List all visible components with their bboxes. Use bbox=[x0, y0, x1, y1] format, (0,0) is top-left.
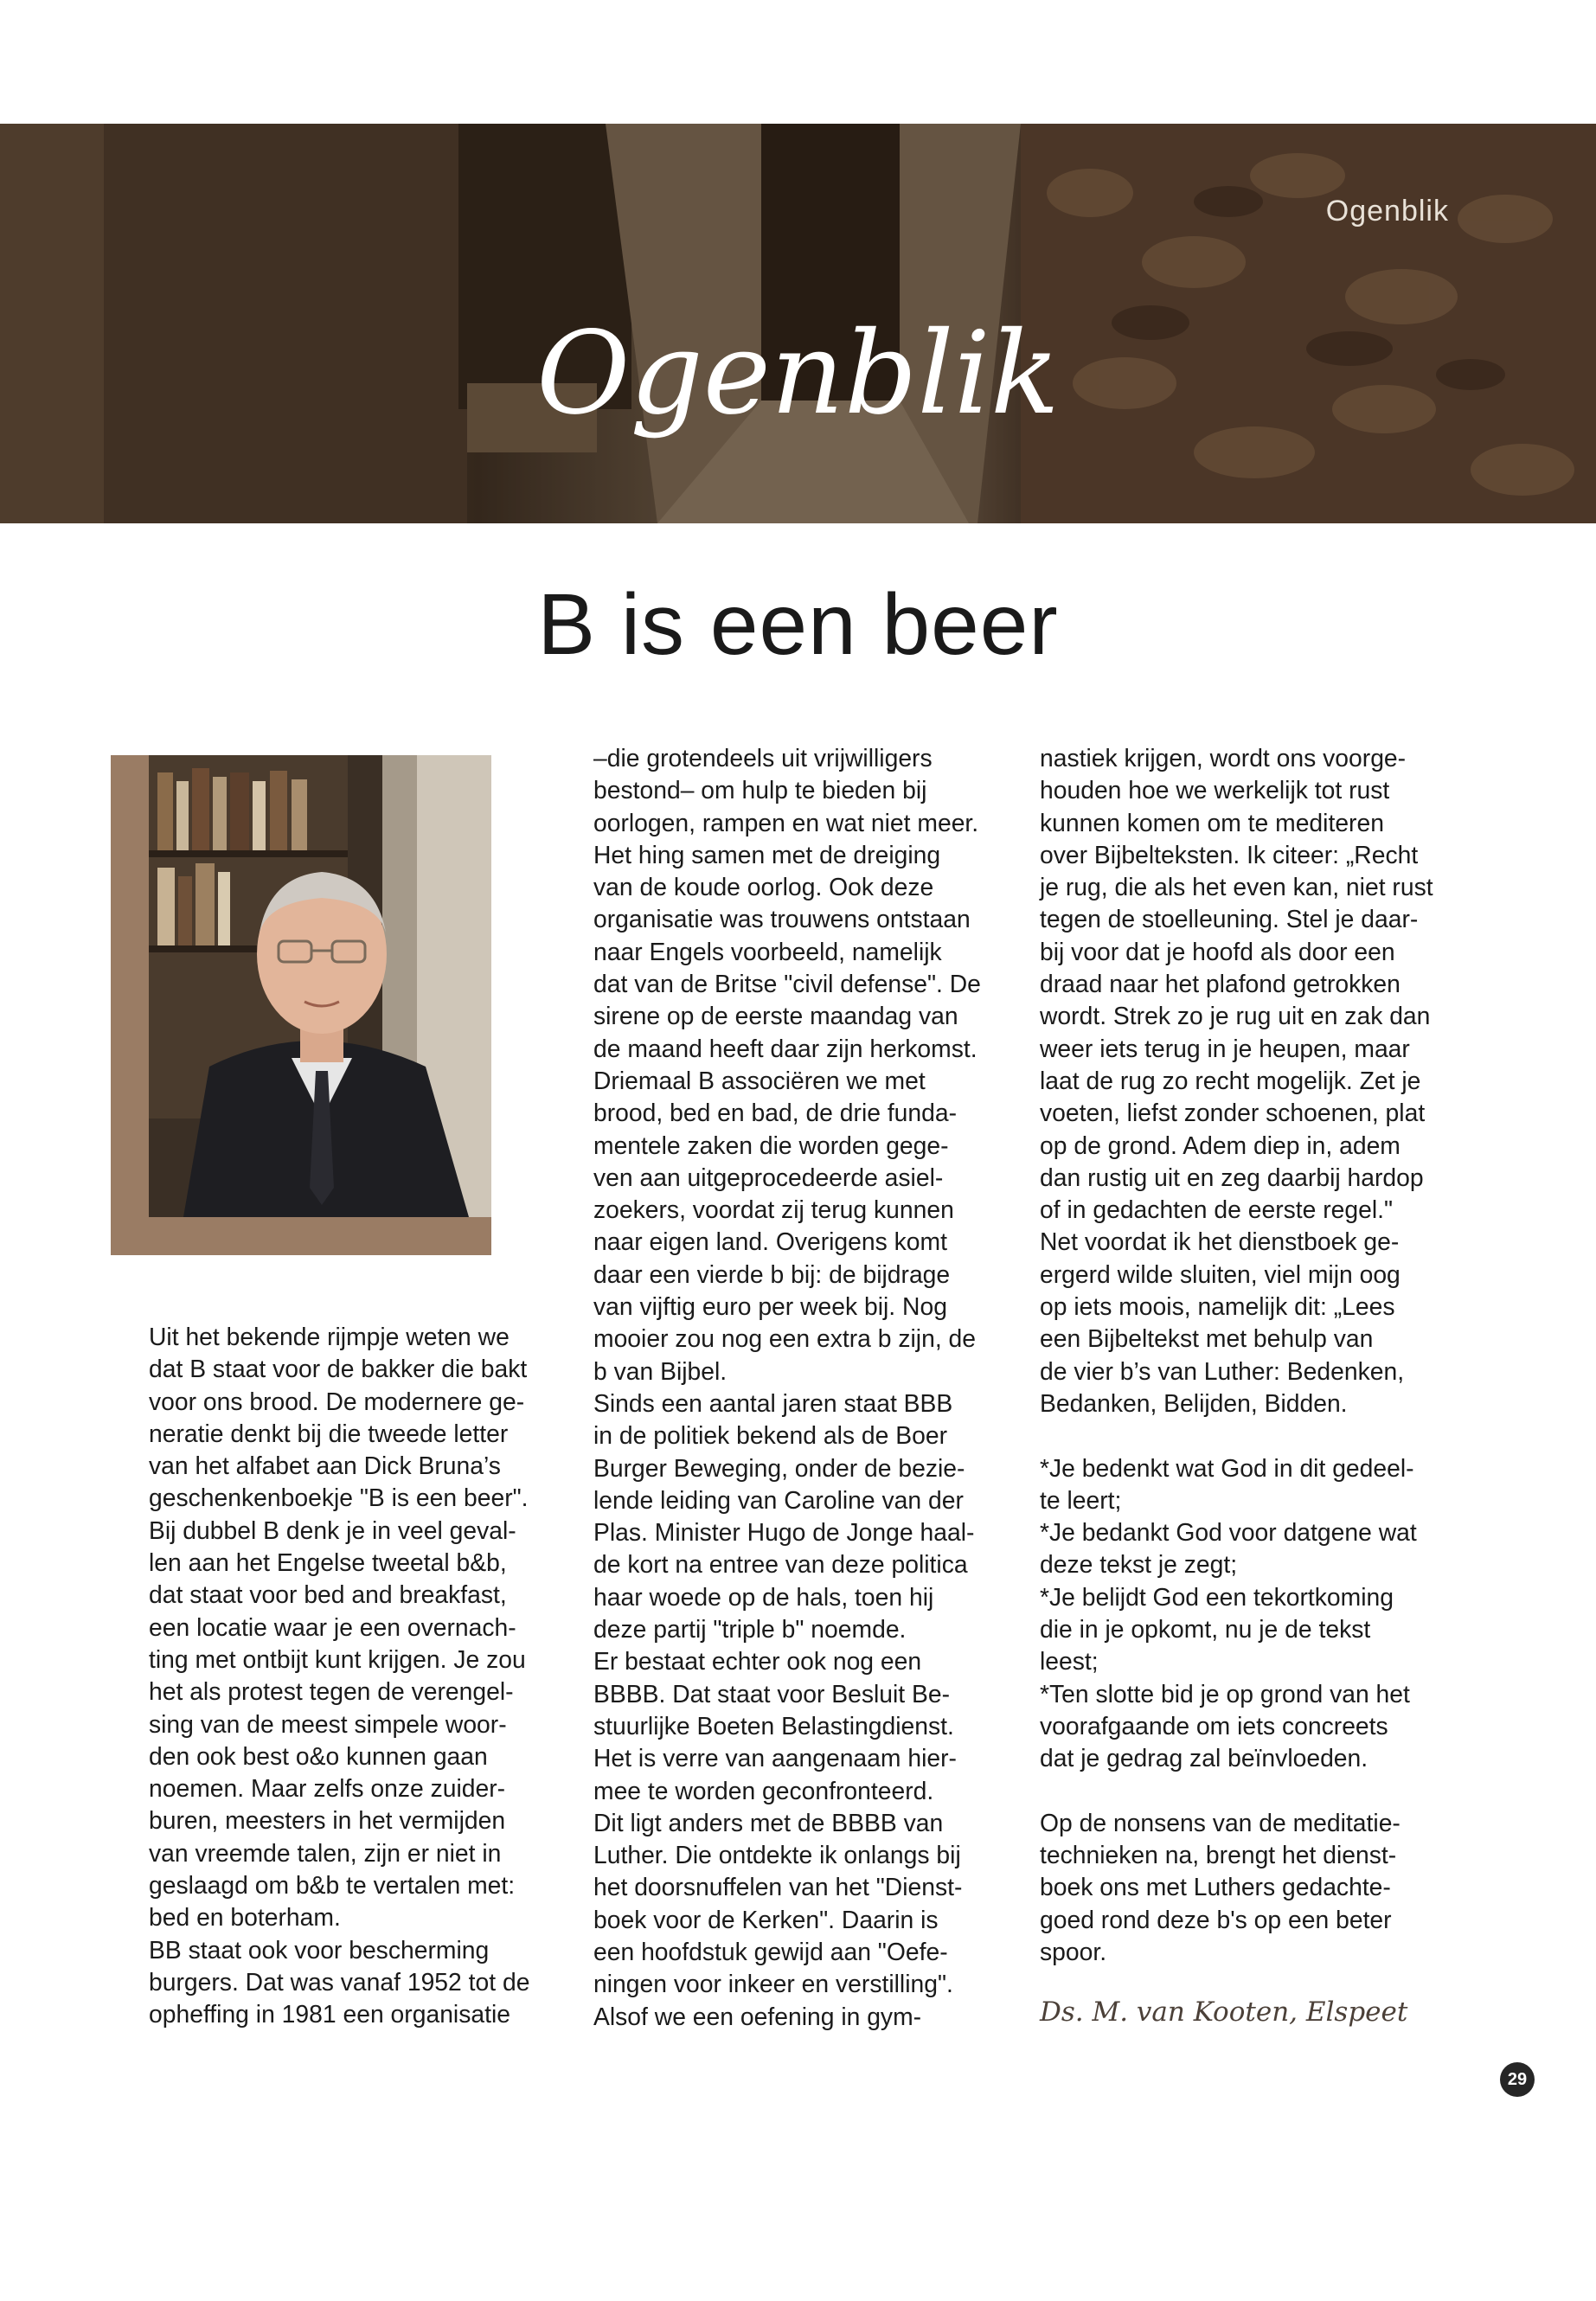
article-column-3: nastiek krijgen, wordt ons voorge- houden hoe we werkelijk tot rust kunnen komen om te mediteren over Bijbelteksten. Ik citeer: „Recht je rug, die als het even kan, niet rust tegen de stoelleuning. Stel je daar- bij voor dat je hoofd als door een draad naar het plafond getrokken wordt. Strek zo je rug uit en zak dan weer iets terug in je heupen, maar laat de rug zo recht mogelijk. Zet je voeten, liefst zonder schoenen, plat op de grond. Adem diep in, adem dan rustig uit en zeg daarbij hardop of in gedachten de eerste regel." Net voordat ik het dienstboek ge- ergerd wilde sluiten, viel mijn oog op iets moois, namelijk dit: „Lees een Bijbeltekst met behulp van de vier b’s van Luther: Bedenken, Bedanken, Belijden, Bidden. *Je bedenkt wat God in dit gedeel- te leert; *Je bedankt God voor datgene wat deze tekst je zegt; *Je belijdt God een tekortkoming die in je opkomt, nu je de tekst leest; *Ten slotte bid je op grond van het voorafgaande om iets concreets dat je gedrag zal beïnvloeden. Op de nonsens van de meditatie- technieken na, brengt het dienst- boek ons met Luthers gedachte- goed rond deze b's op een beter spoor. bbox=[1040, 744, 1433, 1965]
author-photo bbox=[149, 755, 491, 1217]
portrait-illustration bbox=[149, 755, 491, 1217]
article-title: B is een beer bbox=[537, 576, 1059, 673]
section-label: Ogenblik bbox=[1325, 195, 1449, 228]
page-number: 29 bbox=[1500, 2062, 1535, 2097]
article-column-1: Uit het bekende rijmpje weten we dat B staat voor de bakker die bakt voor ons brood. De modernere ge- neratie denkt bij die tweede letter van het alfabet aan Dick Bruna’s geschenkenboekje "B is een beer". Bij dubbel B denk je in veel geval- len aan het Engelse tweetal b&b, dat staat voor bed and breakfast, een locatie waar je een overnach- ting met ontbijt kunt krijgen. Je zou het als protest tegen de verengel- sing van de meest simpele woor- den ook best o&o kunnen gaan noemen. Maar zelfs onze zuider- buren, meesters in het vermijden van vreemde talen, zijn er niet in geslaagd om b&b te vertalen met: bed en boterham. BB staat ook voor bescherming burgers. Dat was vanaf 1952 tot de opheffing in 1981 een organisatie bbox=[149, 1323, 530, 2029]
banner-title: Ogenblik bbox=[536, 307, 1060, 440]
author-signature: Ds. M. van Kooten, Elspeet bbox=[1040, 1997, 1408, 2028]
article-column-2: –die grotendeels uit vrijwilligers bestond– om hulp te bieden bij oorlogen, rampen en wat niet meer. Het hing samen met de dreiging van de koude oorlog. Ook deze organisatie was trouwens ontstaan naar Engels voorbeeld, namelijk dat van de Britse "civil defense". De sirene op de eerste maandag van de maand heeft daar zijn herkomst. Driemaal B associëren we met brood, bed en bad, de drie funda- mentele zaken die worden gege- ven aan uitgeprocedeerde asiel- zoekers, voordat zij terug kunnen naar eigen land. Overigens komt daar een vierde b bij: de bijdrage van vijftig euro per week bij. Nog mooier zou nog een extra b zijn, de b van Bijbel. Sinds een aantal jaren staat BBB in de politiek bekend als de Boer Burger Beweging, onder de bezie- lende leiding van Caroline van der Plas. Minister Hugo de Jonge haal- de kort na entree van deze politica haar woede op de hals, toen hij deze partij "triple b" noemde. Er bestaat echter ook nog een BBBB. Dat staat voor Besluit Be- stuurlijke Boeten Belastingdienst. Het is verre van aangenaam hier- mee te worden geconfronteerd. Dit ligt anders met de BBBB van Luther. Die ontdekte ik onlangs bij het doorsnuffelen van het "Dienst- boek voor de Kerken". Daarin is een hoofdstuk gewijd aan "Oefe- ningen voor inkeer en verstilling". Alsof we een oefening in gym- bbox=[593, 744, 981, 2030]
